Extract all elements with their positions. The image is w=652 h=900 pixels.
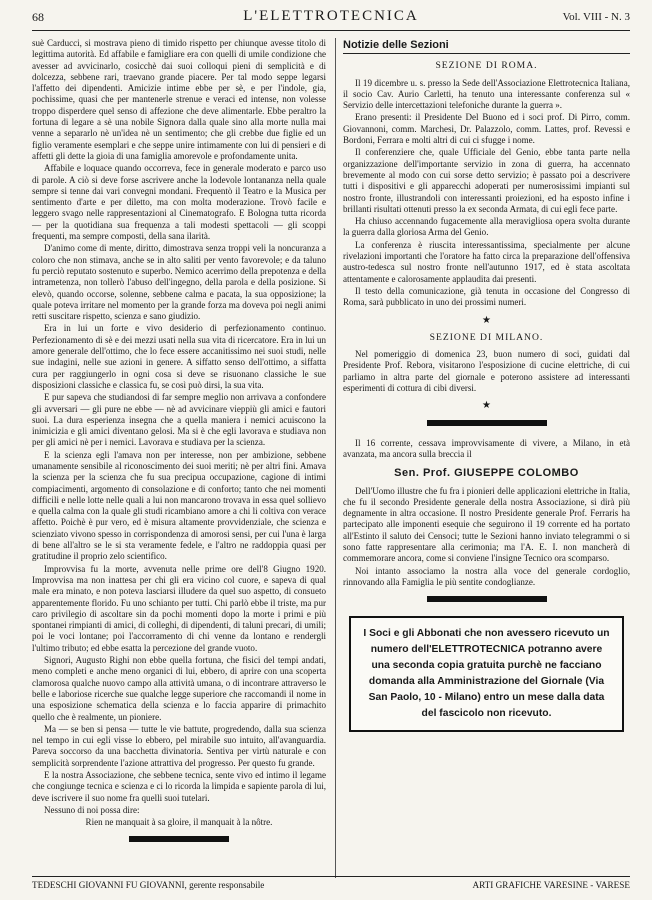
star-separator: ★ [482, 314, 491, 326]
milan-heading: SEZIONE DI MILANO. [429, 331, 544, 343]
footer-printer: ARTI GRAFICHE VARESINE - VARESE [472, 880, 630, 890]
left-paragraph: suè Carducci, si mostrava pieno di timido rispetto per chiunque avesse titolo di legittima autorità. Ed affabile e famigliare era con quelli di umile condizione che avesser ad avvicinarlo, cosicchè dai suoi colloqui pieni di semplicità e di dolcezza, sebbene rari, traevano grande piacere. Per tal modo seppe legarsi l'affetto dei dipendenti. Amicizie intime ebbe per sè, e per l'indole, gia, pochissime, quasi che per mantenerle strenue e veraci ed intense, non volesse troppo disperdere quel senso di affezione che deve alimentarle. Ebbe peraltro la fortuna di legare a sè una nobile Signora dalla quale sino alla morte nulla mai venne a separarlo nè un'idea nè un sentimento; che gli crebbe due figlie ed un figlio veramente esemplari e che seppe unire intimamente con lui di pensieri e di affetti gli dette la gioia di una famiglia amorevole e profondamente unita. [32, 38, 326, 161]
obituary-name: Sen. Prof. GIUSEPPE COLOMBO [394, 467, 579, 480]
left-paragraph: Signori, Augusto Righi non ebbe quella fortuna, che fisici del tempi andati, meno completi e anche meno organici di lui, ebbero, di aprire con una scoperta clamorosa qualche nuovo campo alla attività umana, o di incontrare attraverso le belle e laboriose ricerche sue qualche legge superiore che raccomandi il nome in una esposizione schematica della scienza e lo faccia apparire di primachito quello che è realmente, un pioniere. [32, 655, 326, 722]
left-paragraph: Ma — se ben si pensa — tutte le vie battute, progredendo, dalla sua scienza nel tempo in cui egli visse lo ebbero, pel mirabile suo intuito, all'avanguardia. Pareva soccorso da una bacchetta divinatoria. Sentiva per virtù naturale e con semplicità sorprendente l'azione attrattiva del progresso. Per questo fu grande. [32, 723, 326, 768]
footer-publisher: TEDESCHI GIOVANNI FU GIOVANNI, gerente responsabile [32, 880, 265, 890]
obituary-paragraph: Dell'Uomo illustre che fu fra i pionieri delle applicazioni elettriche in Italia, che fu il secondo Presidente generale della nostra Associazione, si dirà più degnamente in altra occasione. Il nostro Presidente generale Prof. Ferraris ha partecipato alle imponenti esequie che seguirono il 19 corrente ed ha portato all'Estinto il saluto dei Censoci; tutte le Sezioni hanno inviato telegrammi o si sono fatte rappresentare alla cerimonia; ma l'A. E. I. non mancherà di commemorare ancora, come si conviene l'insigne Tecnico ora scomparso. [343, 485, 630, 564]
obituary-paragraph: Noi intanto associamo la nostra alla voce del generale cordoglio, rinnovando alla Famiglia le più sentite condoglianze. [343, 565, 630, 587]
obituary-intro: Il 16 corrente, cessava improvvisamente di vivere, a Milano, in età avanzata, ma ancora sulla breccia il [343, 437, 630, 459]
separator-bar [427, 420, 547, 426]
page-number: 68 [32, 10, 44, 24]
rome-heading: SEZIONE DI ROMA. [435, 60, 538, 72]
rome-paragraph: La conferenza è riuscita interessantissima, specialmente per alcune rivelazioni importanti che l'oratore ha fatto circa la preparazione dell'offensiva austro-tedesca sul nostro fronte nell'autunno 1917, ed è stata ascoltata attentamente e calorosamente applaudita dai presenti. [343, 239, 630, 284]
right-column [343, 38, 630, 878]
column-divider [335, 38, 336, 878]
closing-line: Nessuno di noi possa dire: [44, 804, 140, 815]
rome-paragraph: Erano presenti: il Presidente Del Buono ed i soci prof. Di Pirro, comm. Giovannoni, comm. Marchesi, Dr. Palazzolo, comm. Lattes, prof. Revessi e Bordoni, Ferrara e molti altri di cui ci sfugge i nome. [343, 112, 630, 146]
rome-paragraph: Ha chiuso accennando fugacemente alla meravigliosa opera svolta durante la guerra dalla gloriosa Arma del Genio. [343, 216, 630, 238]
section-title: Notizie delle Sezioni [343, 40, 630, 54]
end-bar [129, 836, 229, 842]
journal-title: L'ELETTROTECNICA [243, 8, 419, 24]
star-separator: ★ [482, 400, 491, 412]
left-paragraph: E pur sapeva che studiandosi di far sempre meglio non arrivava a confondere gli avversari — gli pure ne ebbe — nè ad avvicinare vieppiù gli amici e fautori suoi. La dura esperienza insegna che a quella maniera i nemici acuiscono la inimicizia e gli amici diventano gelosi. Ma si è che egli lavorava e studiava non per gli amici nè per i nemici. Lavorava e studiava per la scienza. [32, 392, 326, 448]
rome-paragraph: Il 19 dicembre u. s. presso la Sede dell'Associazione Elettrotecnica Italiana, il socio Cav. Aurio Carletti, ha tenuto una interessante conferenza sul « Servizio delle intercettazioni telefoniche durante la guerra ». [343, 77, 630, 111]
milan-paragraph: Nel pomeriggio di domenica 23, buon numero di soci, guidati dal Presidente Prof. Rebora, visitarono l'esposizione di cucine elettriche, di cui parliamo in altra parte del giornale e poterono assistere ad interessanti esperimenti di cottura di cibi diversi. [343, 349, 630, 394]
closing-quote: Rien ne manquait à sa gloire, il manquait à la nôtre. [85, 817, 273, 828]
subscriber-notice: I Soci e gli Abbonati che non avessero ricevuto un numero dell'ELETTROTECNICA potranno avere una seconda copia gratuita purchè ne facciano domanda alla Amministrazione del Giornale (Via San Paolo, 10 - Milano) entro un mese dalla data del fascicolo non ricevuto. [349, 616, 624, 732]
rome-paragraph: Il conferenziere che, quale Ufficiale del Genio, ebbe tanta parte nella organizzazione dell'importante servizio in zona di guerra, ha accennato brevemente al modo con cui sorse detto servizio; è passato poi a descrivere tutti i dispositivi e gli apparecchi adoperati per numerosissimi impianti sul nostro fronte, illustrandoli con interessanti proiezioni, ed ha esposto infine i brillanti risultati ottenuti presso la ex seconda Armata, di cui egli fece parte. [343, 147, 630, 214]
left-paragraph: E la scienza egli l'amava non per interesse, non per ambizione, sebbene umanamente sensibile al riconoscimento dei suoi meriti; nè per altri fini. Amava la scienza per la scienza che fu sua precipua occupazione, cagione di intimi compiacimenti, argomento di consolazione e di conforto; tanto che nei momenti difficili e nelle lotte nelle quali a lui non mancarono trovava in essa quel sollievo e quella calma con la quale gli studi ricambiano amore a chi li coltiva con verace affetto. Poichè è pur vero, ed è misura altamente provvidenziale, che scienza e scienziato vivono spesso in corrispondenza di amorosi sensi, per cui l'una è larga di bene all'altro se le si sta veramente fedele, e l'altro ne raddoppia quasi per gratitudine il proprio zelo scientifico. [32, 449, 326, 562]
footer-rule [32, 876, 630, 877]
left-paragraph: E la nostra Associazione, che sebbene tecnica, sente vivo ed intimo il legame che congiunge tecnica e scienza e ci lo ricorda la limpida e sapiente parola di lui, deve iscrivere il suo nome fra quelli suoi tutelari. [32, 770, 326, 803]
left-paragraph: Era in lui un forte e vivo desiderio di perfezionamento continuo. Perfezionamento di sè e dei mezzi usati nella sua vita di ricercatore. Era in lui un amore generale dell'ottimo, che lo fece essere accanitissimo nei suoi studi, nelle sue indagini, nelle sue azioni in genere. A siffatto senso dell'ottimo, a siffatta cura per raggiungerlo in ogni cosa si deve se risuonano classiche le sue disposizioni classiche e classica fu, se così può dirsi, la sua vita. [32, 323, 326, 390]
rome-paragraph: Il testo della comunicazione, già tenuta in occasione del Congresso di Roma, sarà pubblicato in uno dei prossimi numeri. [343, 285, 630, 308]
left-paragraph: Affabile e loquace quando occorreva, fece in generale moderato e parco uso di parole. A ciò si deve forse ascrivere anche la lodevole lontananza nella quale sempre si tenne dai vari convegni mondani. Frequentò il Teatro e la Musica per sentimento d'arte e per diletto, ma con molta moderazione. Trovò facile e leggero svago nelle rappresentazioni al Cinematografo. E Bologna tutta ricorda — per la quotidiana sua frequenza a tali modesti spettacoli — gli scoppi frequenti, ma sempre composti, della sana ilarità. [32, 163, 326, 242]
left-paragraph: D'animo come di mente, diritto, dimostrava senza troppi veli la noncuranza a coloro che non stimava, anche se in alto saliti per vento favorevole; e da taluno fu perciò reputato sostenuto e superbo. Nemico acerrimo della prepotenza e della intrametenza, non tollerò l'abuso dell'ingegno, della parola e della posizione. Si elevò, quando occorse, solenne, sebbene calma e pacata, la sua opposizione; la quale poteva irritare nel momento per la grande forza ma doveva poi negli animi retti suscitare rispetto, scienza e sano giudizio. [32, 243, 326, 322]
left-column [32, 38, 326, 878]
left-paragraph: Improvvisa fu la morte, avvenuta nelle prime ore dell'8 Giugno 1920. Improvvisa ma non inattesa per chi gli era vicino col cuore, e sapeva di qual male era minato, e non poteva lasciarsi illudere da quel suo aspetto, di consueto apparentemente florido. Fu uno schianto per tutti. Chi parlò ebbe il triste, ma pur caro privilegio di ascoltare sin da pochi momenti dopo la morte i primi e più spontanei rimpianti di amici, di colleghi, di dipendenti, di taluni precari, di umili; poi le voci lontane; poi l'accorramento di chi venne da lontano e rendergli l'ultimo tributo; ed ebbe esatta la percezione del grande vuoto. [32, 563, 326, 653]
separator-bar [427, 596, 547, 602]
volume-number: Vol. VIII - N. 3 [562, 11, 630, 23]
header-rule [32, 30, 630, 31]
page-header [32, 8, 630, 30]
